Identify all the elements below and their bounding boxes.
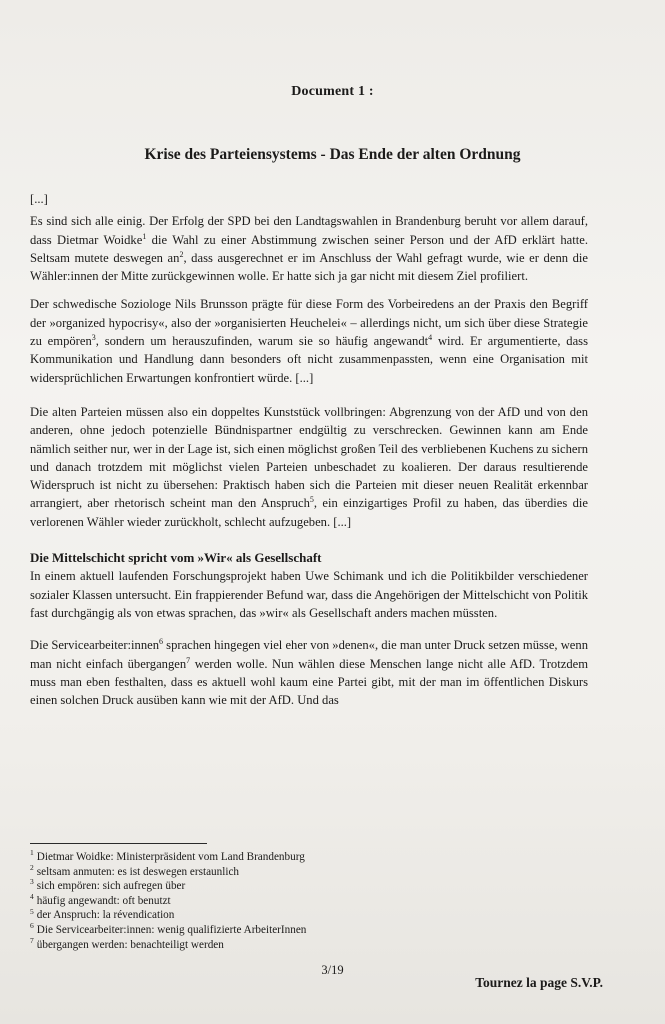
text-segment: Der schwedische Soziologe Nils Brunsson prägte für diese Form des Vorbeiredens an der Praxis den Begriff der »organized hypocrisy«, also der »organisierten Heuchelei« – allerdings nicht, um sich über diese Strategie zu empören: [30, 297, 588, 349]
footnote-text: der Anspruch: la révendication: [36, 909, 175, 922]
footnote-ref-7: 7: [186, 655, 191, 665]
footnote-ref-2: 2: [179, 249, 184, 259]
footnote-1: [30, 850, 430, 865]
paragraph-1: [30, 212, 588, 285]
paragraph-4: In einem aktuell laufenden Forschungsprojekt haben Uwe Schimank und ich die Politikbilder verschiedener sozialer Klassen untersucht. Ein frappierender Befund war, dass die Angehörigen der Mittelschicht von Politik fast durchgängig als von etwas sprachen, das »wir« als Gesellschaft anders machen müssten.: [30, 569, 588, 620]
footnote-text: übergangen werden: benachteiligt werden: [36, 938, 224, 951]
footnote-ref-5: 5: [309, 495, 314, 505]
text-segment: , sondern um herauszufinden, warum sie so häufig angewandt: [95, 334, 429, 349]
section-heading: Die Mittelschicht spricht vom »Wir« als Gesellschaft: [30, 550, 322, 566]
text-segment: werden wolle. Nun wählen diese Menschen lange nicht alle AfD. Trotzdem muss man eben festhalten, dass es aktuell wohl kaum eine Partei gibt, mit der man im öffentlichen Diskurs einen solchen Druck ausüben kann wie mit der AfD. Und das: [30, 656, 588, 708]
paragraph-3: [30, 403, 588, 531]
document-label: Document 1 :: [291, 84, 374, 99]
footnote-2: [30, 862, 430, 880]
turn-page-note: Tournez la page S.V.P.: [475, 975, 603, 990]
text-segment: Die Servicearbeiter:innen: [30, 638, 160, 653]
footnote-ref-6: 6: [159, 637, 164, 647]
article-body: [30, 190, 588, 709]
footnote-7: [30, 935, 430, 953]
text-segment: , ein einzigartiges Profil zu haben, das überdies die verlorenen Wähler wieder zurückholt, schlecht aufzugeben. [...]: [30, 496, 588, 529]
footnote-text: Die Servicearbeiter:innen: wenig qualifizierte ArbeiterInnen: [36, 923, 307, 936]
footnote-number: 5: [30, 906, 34, 916]
page-number: 3/19: [321, 963, 344, 977]
document-title: Krise des Parteiensystems - Das Ende der alten Ordnung: [144, 146, 521, 163]
footnote-5: [30, 908, 430, 923]
text-segment: wird. Er argumentierte, dass Kommunikation und Handlung dann besonders oft nicht zusammenpassten, wenn eine Organisation mit widersprüchlichen Erwartungen konfrontiert würde. [...]: [30, 334, 588, 385]
footnote-number: 6: [30, 921, 34, 931]
footnote-divider: [30, 843, 207, 844]
footnote-number: 4: [30, 892, 34, 902]
footnote-4: [30, 894, 430, 909]
footnotes: [30, 850, 430, 952]
text-segment: sprachen hingegen viel eher von »denen«, die man unter Druck setzen müsse, wenn man nicht einfach übergangen: [30, 638, 588, 671]
paragraph-2: [30, 295, 588, 386]
footnote-number: 2: [30, 862, 34, 872]
ellipsis-marker: [...]: [30, 192, 48, 206]
footnote-ref-4: 4: [428, 332, 433, 342]
footnote-ref-1: 1: [142, 231, 147, 241]
footnote-text: sich empören: sich aufregen über: [36, 880, 186, 893]
text-segment: die Wahl zu einer Abstimmung zwischen seiner Person und der AfD erklärt hatte. Seltsam mutete deswegen an: [30, 232, 588, 265]
footnote-ref-3: 3: [91, 332, 96, 342]
footnote-6: [30, 923, 430, 938]
footnote-number: 7: [30, 935, 34, 945]
text-segment: , dass ausgerechnet er im Anschluss der Wahl gefragt wurde, wie er denn die Wähler:innen der Mitte zurückgewinnen wolle. Er hatte sich ja gar nicht mit diesem Ziel profiliert.: [30, 250, 589, 284]
footnote-number: 1: [30, 848, 34, 858]
footnote-number: 3: [30, 877, 34, 887]
footnote-text: häufig angewandt: oft benutzt: [36, 894, 171, 907]
text-segment: Es sind sich alle einig. Der Erfolg der SPD bei den Landtagswahlen in Brandenburg beruht vor allem darauf, dass Dietmar Woidke: [30, 214, 588, 247]
footnote-3: [30, 879, 430, 894]
footnote-text: seltsam anmuten: es ist deswegen erstaunlich: [36, 865, 240, 878]
footnote-text: Dietmar Woidke: Ministerpräsident vom Land Brandenburg: [36, 851, 305, 863]
text-segment: Die alten Parteien müssen also ein doppeltes Kunststück vollbringen: Abgrenzung von der AfD und von den anderen, ohne jedoch potenzielle Bündnispartner endgültig zu verschrecken. Gewinnen kann am Ende nämlich seither nur, wer in der Lage ist, sich einen möglichst großen Teil des verbliebenen Kuchens zu sichern und danach trotzdem mit möglichst vielen Parteien unbeschadet zu koalieren. Der daraus resultierende Widerspruch ist nicht zu übersehen: Praktisch haben sich die Parteien mit dieser neuen Realität erkennbar arrangiert, aber rhetorisch scheint man den Anspruch: [30, 404, 588, 511]
paragraph-5: [30, 636, 588, 709]
